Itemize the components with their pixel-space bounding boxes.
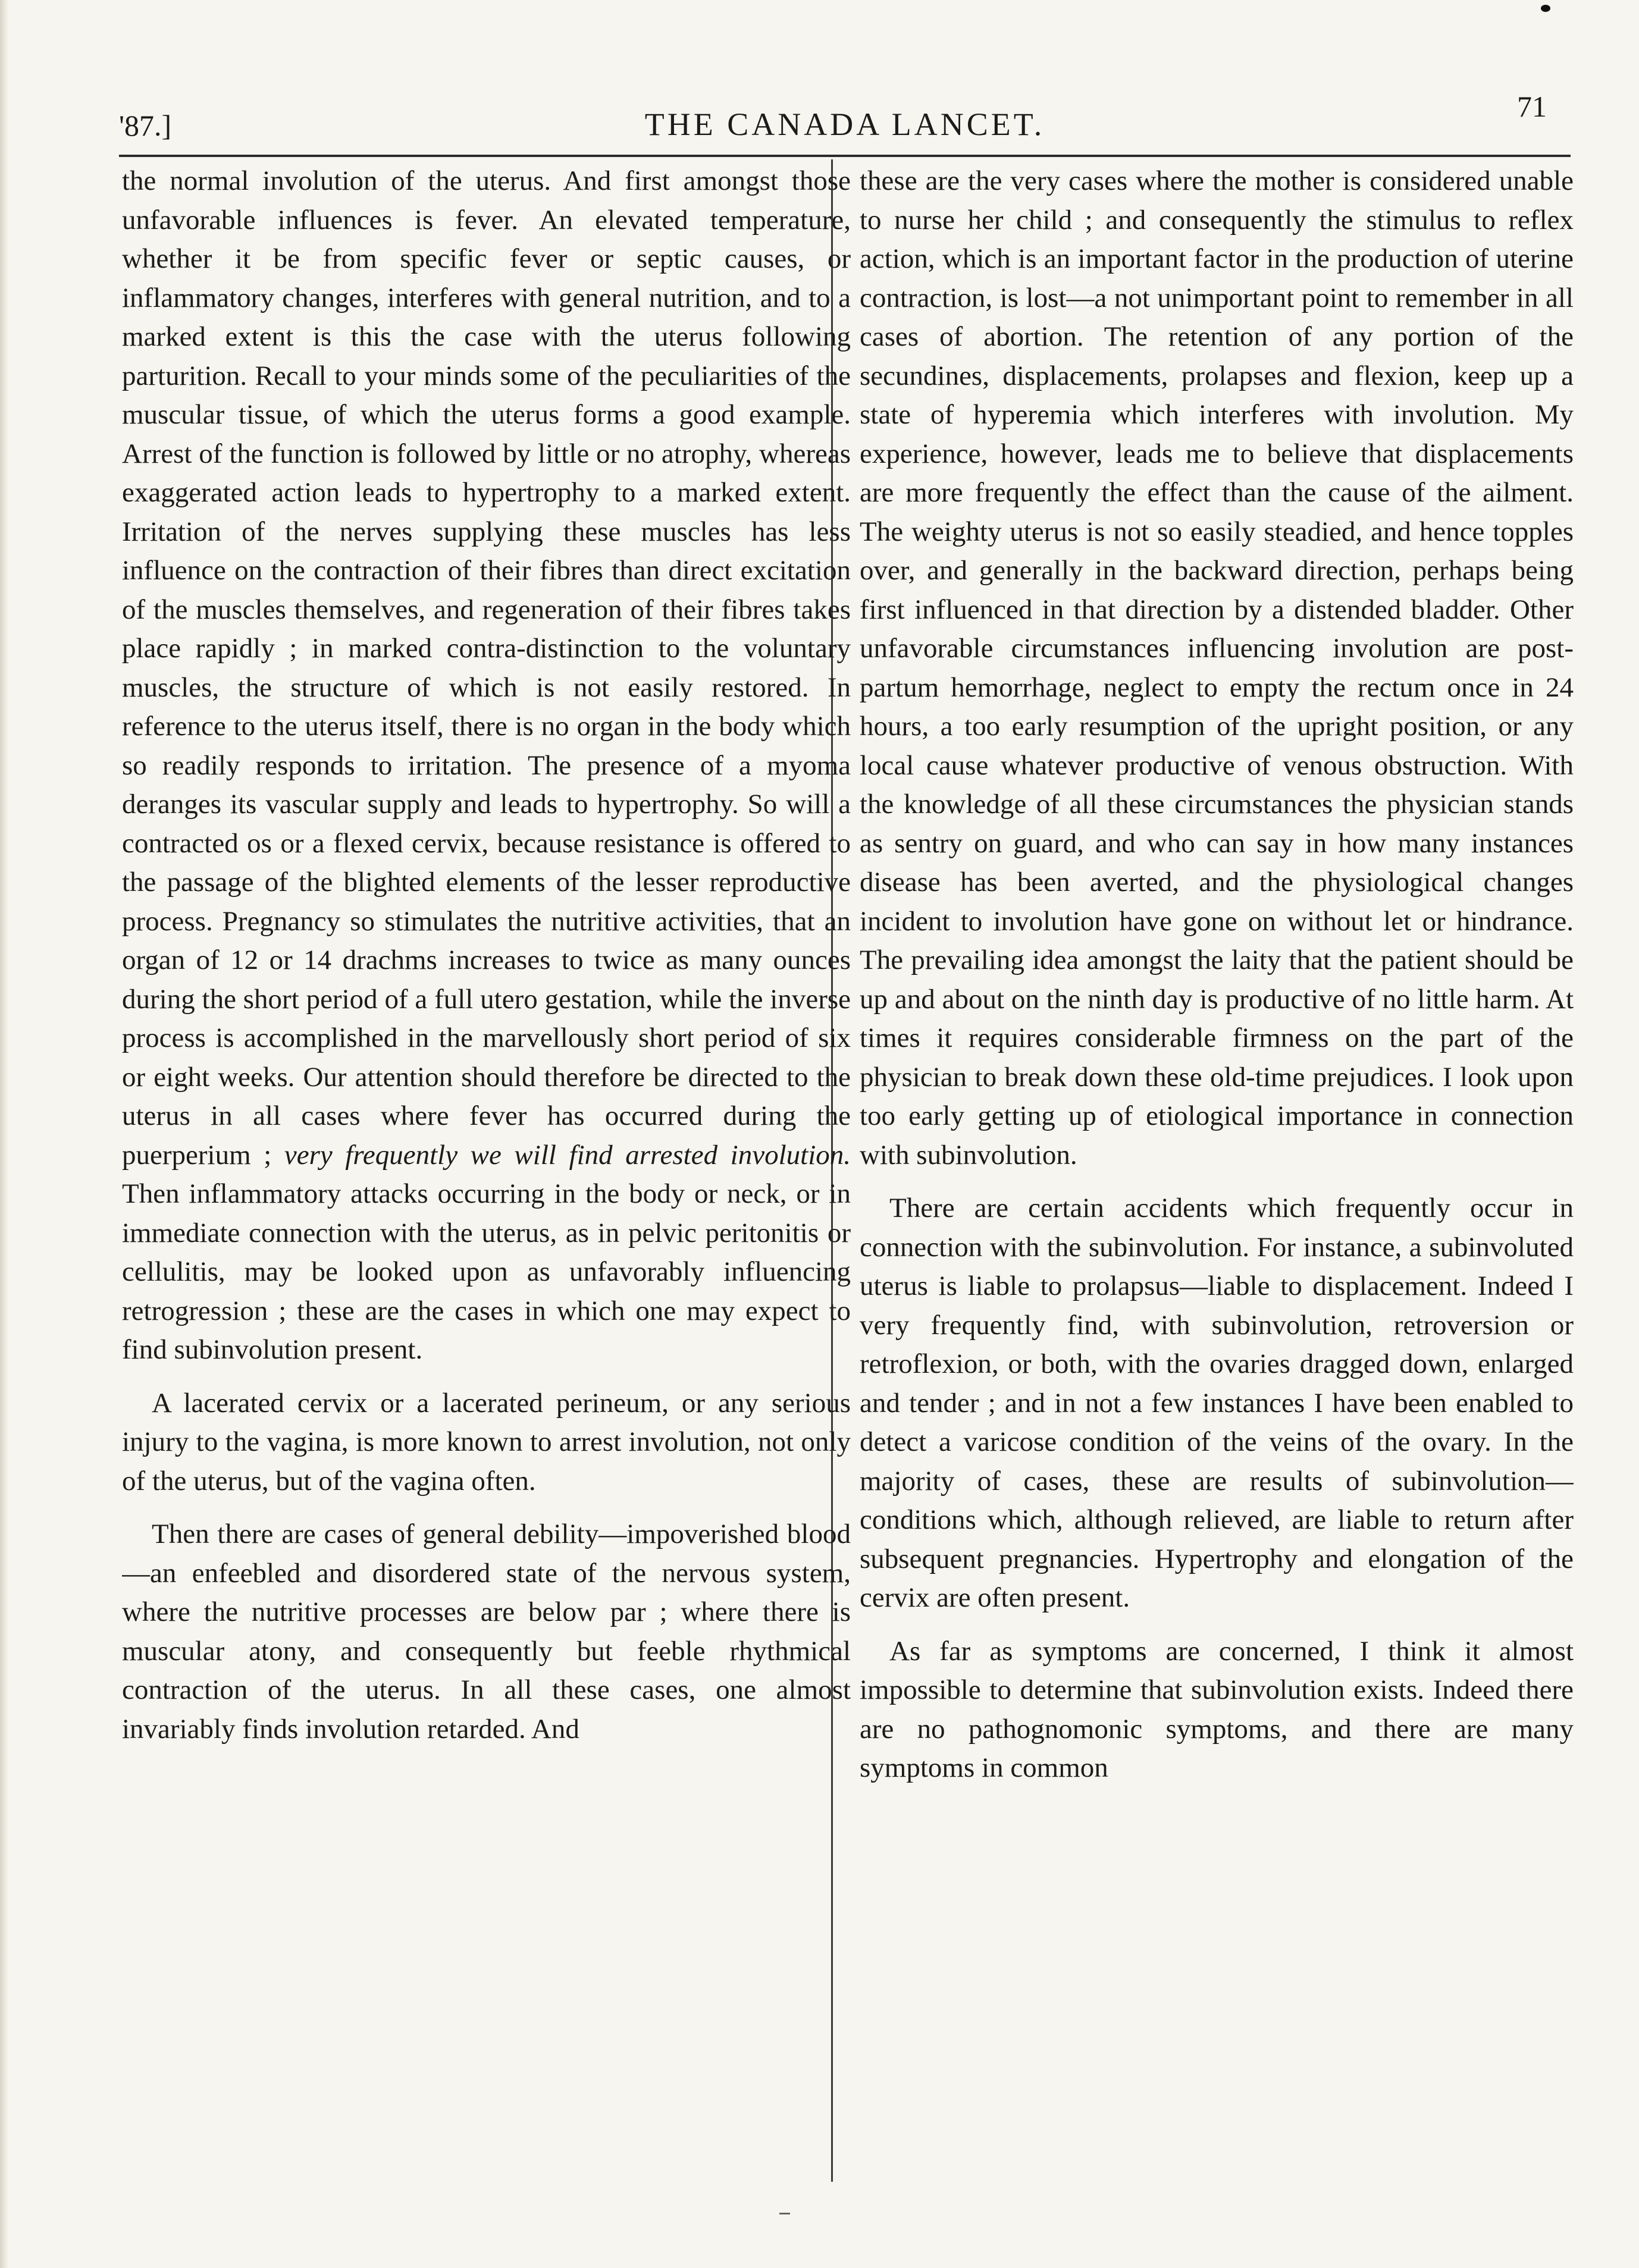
- ink-speck: [1541, 5, 1550, 12]
- right-paragraph-3: As far as symptoms are concerned, I think it almost impossible to determine that subinvolution exists. Indeed there are no pathognomonic symptoms, and there are many symptoms in common: [860, 1635, 1574, 1783]
- ink-speck: [779, 2213, 790, 2214]
- left-paragraph-2: A lacerated cervix or a lacerated perineum, or any serious injury to the vagina, is more known to arrest involution, not only of the uterus, but of the vagina often.: [122, 1387, 851, 1497]
- left-paragraph-1: [122, 162, 851, 1370]
- header-rule: [119, 155, 1571, 157]
- left-paragraph-1-continuation: Then inflammatory attacks occurring in the body or neck, or in immediate connection with the uterus, as in pelvic peritonitis or cellulitis, may be looked upon as unfavorably influencing retrogression ; these are the cases in which one may expect to find subinvolution present.: [122, 1178, 851, 1365]
- right-paragraph-1: these are the very cases where the mother is considered unable to nurse her child ; and consequently the stimulus to reflex action, which is an important factor in the production of uterine contraction, is lost—a not unimportant point to remember in all cases of abortion. The retention of any portion of the secundines, displacements, prolapses and flexion, keep up a state of hyperemia which interferes with involution. My experience, however, leads me to believe that displacements are more frequently the effect than the cause of the ailment. The weighty uterus is not so easily steadied, and hence topples over, and generally in the backward direction, perhaps being first influenced in that direction by a distended bladder. Other unfavorable circumstances influencing involution are post-partum hemorrhage, neglect to empty the rectum once in 24 hours, a too early resumption of the upright position, or any local cause whatever productive of venous obstruction. With the knowledge of all these circumstances the physician stands as sentry on guard, and who can say in how many instances disease has been averted, and the physiological changes incident to involution have gone on without let or hindrance. The prevailing idea amongst the laity that the patient should be up and about on the ninth day is productive of no little harm. At times it requires considerable firmness on the part of the physician to break down these old-time prejudices. I look upon too early getting up of etiological importance in connection with subinvolution.: [860, 165, 1574, 1171]
- header-year: '87.]: [119, 109, 172, 142]
- left-column: [122, 162, 851, 2142]
- journal-title: THE CANADA LANCET.: [644, 106, 1045, 142]
- right-paragraph-2: There are certain accidents which frequently occur in connection with the subinvolution. For instance, a subinvoluted uterus is liable to prolapsus—liable to displacement. Indeed I very frequently find, with subinvolution, retroversion or retroflexion, or both, with the ovaries dragged down, enlarged and tender ; and in not a few instances I have been enabled to detect a varicose condition of the veins of the ovary. In the majority of cases, these are results of subinvolution—conditions which, although relieved, are liable to return after subsequent pregnancies. Hypertrophy and elongation of the cervix are often present.: [860, 1193, 1574, 1613]
- left-paragraph-3: Then there are cases of general debility—impoverished blood—an enfeebled and disordered state of the nervous system, where the nutritive processes are below par ; where there is muscular atony, and consequently but feeble rhythmical contraction of the uterus. In all these cases, one almost invariably finds involution retarded. And: [122, 1519, 851, 1745]
- page-edge-shadow: [0, 0, 8, 2268]
- right-column: [860, 162, 1574, 2142]
- page-number: 71: [1517, 90, 1547, 123]
- italic-emphasis: very frequently we will find arrested involution.: [284, 1139, 851, 1171]
- left-paragraph-1-text: the normal involution of the uterus. And first amongst those unfavorable influences is fever. An elevated temperature, whether it be from specific fever or septic causes, or inflammatory changes, interferes with general nutrition, and to a marked extent is this the case with the uterus following parturition. Recall to your minds some of the peculiarities of the muscular tissue, of which the uterus forms a good example. Arrest of the function is followed by little or no atrophy, whereas exaggerated action leads to hypertrophy to a marked extent. Irritation of the nerves supplying these muscles has less influence on the contraction of their fibres than direct excitation of the muscles themselves, and regeneration of their fibres takes place rapidly ; in marked contra-distinction to the voluntary muscles, the structure of which is not easily restored. In reference to the uterus itself, there is no organ in the body which so readily responds to irritation. The presence of a myoma deranges its vascular supply and leads to hypertrophy. So will a contracted os or a flexed cervix, because resistance is offered to the passage of the blighted elements of the lesser reproductive process. Pregnancy so stimulates the nutritive activities, that an organ of 12 or 14 drachms increases to twice as many ounces during the short period of a full utero gestation, while the inverse process is accomplished in the marvellously short period of six or eight weeks. Our attention should therefore be directed to the uterus in all cases where fever has occurred during the puerperium ;: [122, 165, 851, 1171]
- running-header: [119, 89, 1571, 155]
